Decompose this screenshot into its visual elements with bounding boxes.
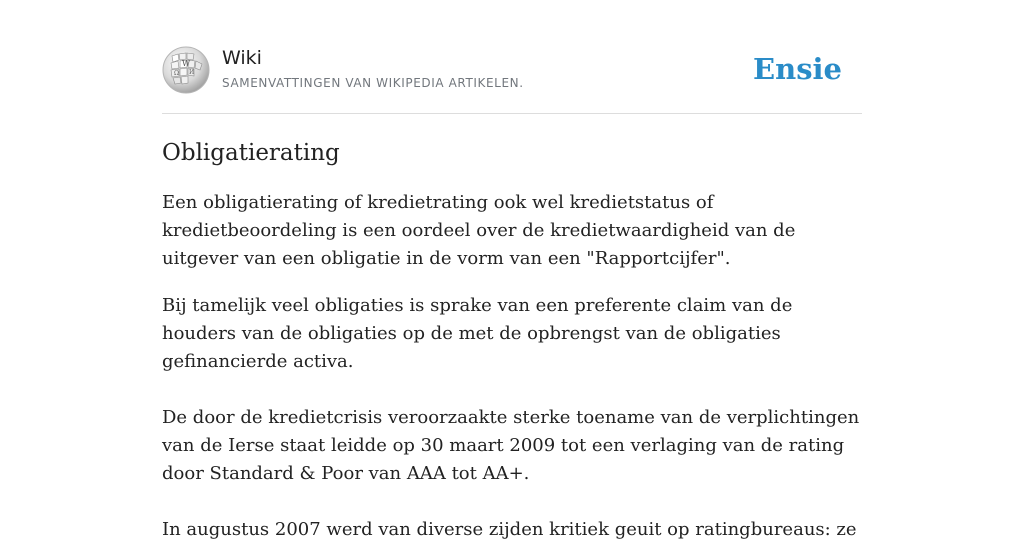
paragraph: Een obligatierating of kredietrating ook wel kredietstatus of kredietbeoordeling is een oordeel over de kredietwaardigheid van de uitgever van een obligatie in de vorm van een "Rapportcijfer".: [162, 192, 796, 269]
page: [162, 0, 862, 540]
paragraph: Bij tamelijk veel obligaties is sprake van een preferente claim van de houders van de obligaties op de met de opbrengst van de obligaties gefinancierde activa.: [162, 295, 793, 372]
svg-text:Ω: Ω: [174, 70, 179, 77]
article-body: [162, 189, 862, 544]
svg-text:И: И: [189, 69, 195, 76]
site-name[interactable]: Wiki: [222, 47, 262, 69]
brand-logo-link[interactable]: Ensie: [753, 52, 842, 86]
paragraph: In augustus 2007 werd van diverse zijden kritiek geuit op ratingbureaus: ze: [162, 519, 857, 540]
site-tagline: SAMENVATTINGEN VAN WIKIPEDIA ARTIKELEN.: [222, 76, 524, 90]
svg-text:W: W: [182, 59, 191, 68]
paragraph: De door de kredietcrisis veroorzaakte sterke toename van de verplichtingen van de Ierse staat leidde op 30 maart 2009 tot een verlaging van de rating door Standard & Poor van AAA tot AA+.: [162, 407, 860, 484]
wikipedia-globe-icon[interactable]: [162, 46, 210, 94]
site-header: [162, 0, 862, 114]
article-title: Obligatierating: [162, 140, 340, 166]
